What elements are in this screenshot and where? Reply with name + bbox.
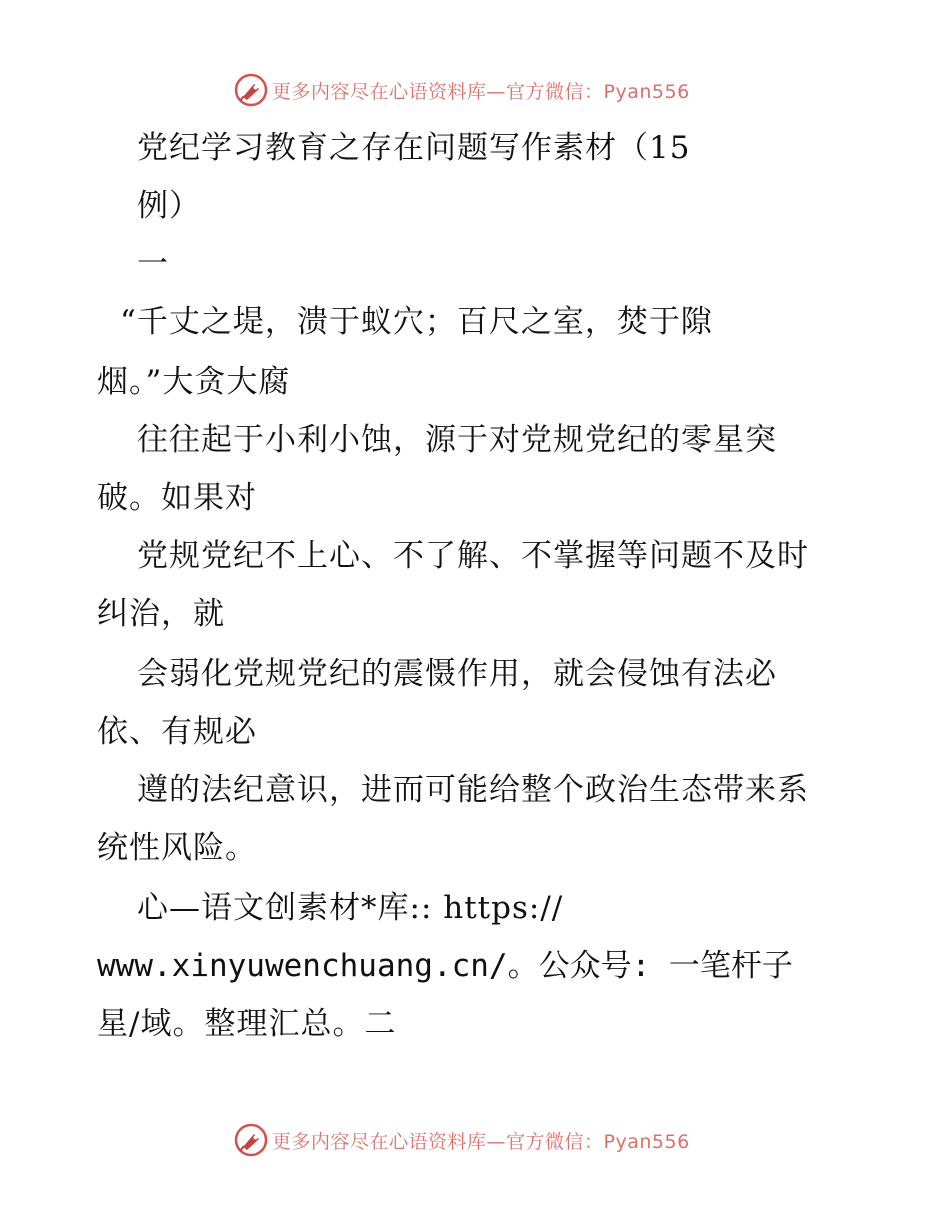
title-line-1: 党纪学习教育之存在问题写作素材（15: [137, 130, 691, 166]
pen-nib-logo-icon: [234, 73, 268, 107]
body-line: 破。如果对: [97, 480, 257, 516]
header-watermark: [234, 72, 690, 108]
body-line: 往往起于小利小蚀，源于对党规党纪的零星突: [137, 422, 777, 458]
body-line: 会弱化党规党纪的震慑作用，就会侵蚀有法必: [137, 656, 777, 692]
body-line: 遵的法纪意识，进而可能给整个政治生态带来系: [137, 772, 809, 808]
body-line: 依、有规必: [97, 714, 257, 750]
source-line-3: 星/域。整理汇总。二: [97, 1006, 397, 1042]
title-line-2: 例）: [137, 188, 201, 224]
watermark-text: 更多内容尽在心语资料库—官方微信：Pyan556: [272, 80, 690, 103]
section-number: 一: [137, 246, 169, 282]
footer-watermark: [234, 1122, 690, 1158]
body-line: “千丈之堤，溃于蚁穴；百尺之室，焚于隙: [120, 304, 713, 340]
body-line: 纠治，就: [97, 596, 225, 632]
source-line-2: www.xinyuwenchuang.cn/。公众号: 一笔杆子: [97, 948, 793, 984]
watermark-text: 更多内容尽在心语资料库—官方微信：Pyan556: [272, 1130, 690, 1153]
body-line: 统性风险。: [97, 830, 257, 866]
pen-nib-logo-icon: [234, 1123, 268, 1157]
body-line: 党规党纪不上心、不了解、不掌握等问题不及时: [137, 538, 809, 574]
source-line-1: 心—语文创素材*库:: https://: [137, 890, 564, 926]
body-line: 烟。”大贪大腐: [97, 364, 291, 400]
